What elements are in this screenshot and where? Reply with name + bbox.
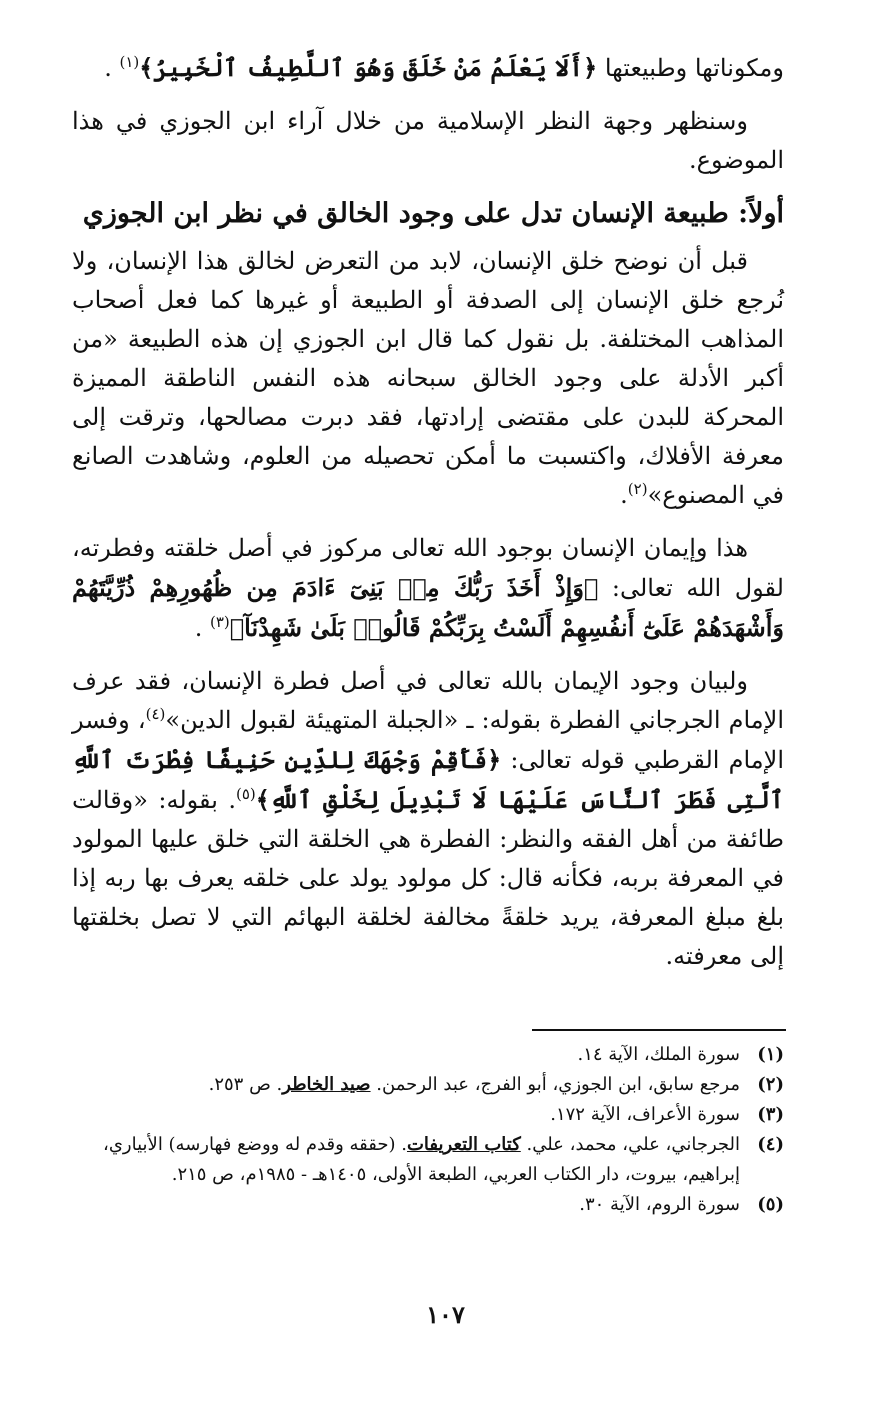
footnote-ref-2: (٢): [627, 480, 648, 498]
paragraph-4: [72, 529, 784, 648]
paragraph-2: وسنظهر وجهة النظر الإسلامية من خلال آراء ابن الجوزي في هذا الموضوع.: [72, 107, 784, 174]
paragraph-3-text: قبل أن نوضح خلق الإنسان، لابد من التعرض لخالق هذا الإنسان، ولا نُرجع خلق الإنسان إلى الصدفة أو الطبيعة أو غيرها كما فعل أصحاب المذاهب المختلفة. بل نقول كما قال ابن الجوزي إن هذه الطبيعة «من أكبر الأدلة على وجود الخالق سبحانه هذه النفس الناطقة المميزة المحركة للبدن على مقتضى إرادتها، فقد دبرت مصالحها، وترقت إلى معرفة الأفلاك، واكتسبت ما أمكن تحصيله من العلوم، وشاهدت الصانع في المصنوع»: [72, 247, 784, 509]
footnote-1: [72, 1040, 784, 1070]
footnote-2: [72, 1070, 784, 1100]
footnote-number: (١): [757, 1044, 784, 1065]
footnote-text: [72, 1070, 740, 1100]
paragraph-5-text-a: ولبيان وجود الإيمان بالله تعالى في أصل فطرة الإنسان، فقد عرف الإمام الجرجاني الفطرة بقوله: ـ «الجبلة المتهيئة لقبول الدين»: [72, 667, 784, 734]
quran-verse-3: ﴿فَأَقِمْ وَجْهَكَ لِلدِّينِ حَنِيفًا فِطْرَتَ ٱللَّهِ ٱلَّتِى فَطَرَ ٱلنَّاسَ عَلَيْهَا لَا تَبْدِيلَ لِخَلْقِ ٱللَّهِ﴾: [72, 745, 784, 814]
footnote-ref-4: (٤): [145, 705, 166, 723]
footnotes: [72, 1040, 784, 1220]
footnote-citation-end: . (حققه وقدم له ووضع فهارسه) الأبياري، إبراهيم، بيروت، دار الكتاب العربي، الطبعة الأولى، ١٤٠٥هـ - ١٩٨٥م، ص ٢١٥.: [103, 1134, 740, 1185]
footnote-text: سورة الأعراف، الآية ١٧٢.: [550, 1104, 740, 1125]
footnote-5: [72, 1190, 784, 1220]
paragraph-5-text-c: . بقوله: «وقالت طائفة من أهل الفقه والنظر: الفطرة هي الخلقة التي خلق عليها المولود في المعرفة بربه، فكأنه قال: كل مولود يولد على خلقه يعرف بها ربه إذا بلغ مبلغ المعرفة، يريد خلقةً مخالفة لخلقة البهائم التي لا تصل بخلقتها إلى معرفته.: [72, 786, 784, 970]
paragraph-4-text: هذا وإيمان الإنسان بوجود الله تعالى مركوز في أصل خلقته وفطرته، لقول الله تعالى:: [72, 534, 784, 602]
footnote-4: [72, 1130, 784, 1190]
footnote-text: سورة الروم، الآية ٣٠.: [579, 1194, 740, 1215]
footnote-3: [72, 1100, 784, 1130]
footnote-number: (٤): [757, 1134, 784, 1155]
footnote-text: سورة الملك، الآية ١٤.: [577, 1044, 740, 1065]
footnote-ref-3: (٣): [209, 613, 230, 631]
quran-verse-2: ﴿وَإِذْ أَخَذَ رَبُّكَ مِنۢ بَنِىٓ ءَادَمَ مِن ظُهُورِهِمْ ذُرِّيَّتَهُمْ وَأَشْهَدَهُمْ عَلَىٰٓ أَنفُسِهِمْ أَلَسْتُ بِرَبِّكُمْ قَالُوا۟ بَلَىٰ شَهِدْنَآ﴾: [72, 573, 784, 642]
paragraph-1: [72, 48, 784, 88]
paragraph-1-end: .: [104, 54, 112, 82]
paragraph-5-text-b: ، وفسر الإمام القرطبي قوله تعالى:: [72, 706, 784, 774]
footnote-citation: الجرجاني، علي، محمد، علي.: [526, 1134, 740, 1155]
paragraph-3-end: .: [620, 481, 628, 509]
section-heading: أولاً: طبيعة الإنسان تدل على وجود الخالق في نظر ابن الجوزي: [82, 198, 784, 229]
quran-verse-1: ﴿أَلَا يَعْلَمُ مَنْ خَلَقَ وَهُوَ ٱللَّطِيفُ ٱلْخَبِيرُ﴾: [139, 53, 598, 82]
page-number: ١٠٧: [426, 1300, 465, 1329]
footnote-ref-1: (١): [119, 53, 140, 71]
paragraph-3: [72, 242, 784, 515]
book-title: صيد الخاطر: [282, 1074, 371, 1095]
paragraph-5: [72, 662, 784, 976]
footnote-citation: مرجع سابق، ابن الجوزي، أبو الفرج، عبد الرحمن.: [376, 1074, 740, 1095]
footnote-text: [72, 1130, 740, 1190]
footnote-number: (٢): [757, 1074, 784, 1095]
paragraph-1-text: ومكوناتها وطبيعتها: [604, 54, 784, 82]
footnote-separator: [532, 1029, 786, 1031]
footnote-number: (٣): [757, 1104, 784, 1125]
paragraph-4-end: .: [194, 614, 203, 642]
footnote-citation-end: . ص ٢٥٣.: [208, 1074, 283, 1095]
footnote-number: (٥): [757, 1194, 784, 1215]
book-title: كتاب التعريفات: [406, 1134, 521, 1155]
main-text: [72, 48, 784, 990]
footnote-ref-5: (٥): [235, 785, 256, 803]
